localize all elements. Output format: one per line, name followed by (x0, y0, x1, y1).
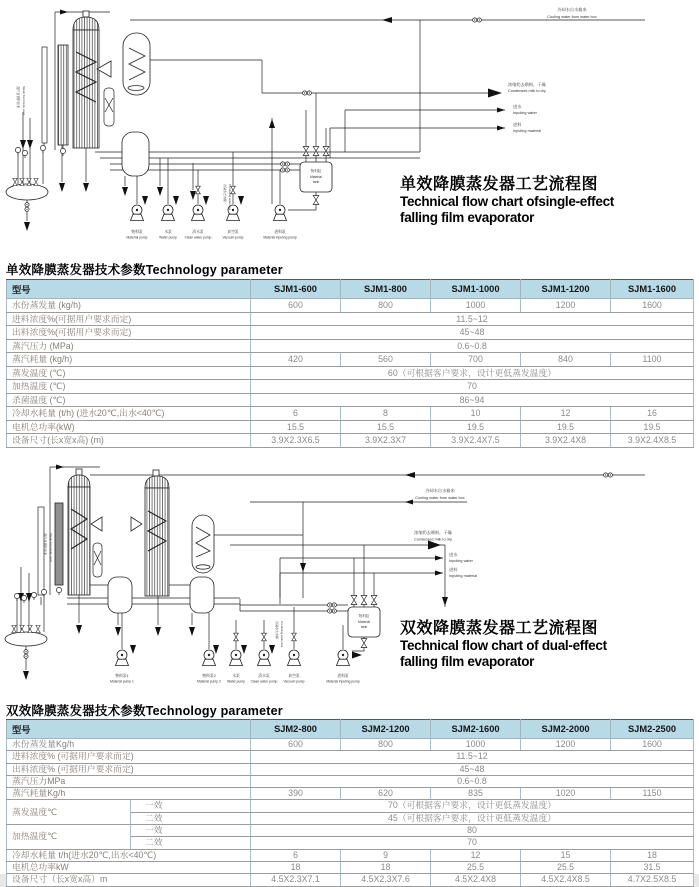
table-row (7, 825, 694, 837)
row-value: 0.6~0.8 (251, 775, 694, 787)
receiver-vessel (122, 132, 149, 176)
pump-label: 物料泵 (131, 230, 143, 234)
feed-manifold (6, 178, 48, 211)
table-row (7, 849, 694, 861)
table-row (7, 800, 694, 812)
cooling-water-label-zh: 冷却水自水箱来 (425, 488, 455, 493)
pumps (110, 650, 360, 684)
balance-tube (104, 88, 114, 126)
row-value: 1200 (521, 299, 611, 313)
pump-label: 物料泵2 (202, 674, 216, 678)
cooling-water-label-en: Cooling water from water box (547, 15, 597, 19)
inputing-water-label-en: Inputing water (513, 111, 537, 115)
condensed-milk-label-en: Condensed milk to dry (414, 537, 452, 542)
row-label: 电机总功率(kW) (7, 420, 251, 434)
diagram2-title-en2: falling film evaporator (400, 653, 535, 669)
evaporator-column (73, 11, 111, 148)
table-row (7, 861, 694, 873)
model-header: SJM1-1600 (611, 280, 694, 299)
condensate-label-en: Circulating water box (228, 184, 232, 211)
row-value: 420 (251, 353, 341, 367)
pump-label: Material pump 2 (197, 679, 221, 684)
row-value: 1000 (431, 299, 521, 313)
pump-label: 物料泵1 (115, 674, 129, 678)
feed-manifold (5, 625, 47, 658)
cooling-water-label-en: Cooling water from water box (415, 496, 465, 500)
model-header: SJM2-1200 (341, 720, 431, 739)
table-row (7, 353, 694, 367)
row-label: 蒸发温度 (℃) (7, 366, 251, 380)
row-value: 6 (251, 407, 341, 421)
row-value: 600 (251, 299, 341, 313)
row-value: 18 (611, 849, 694, 861)
row-value: 10 (431, 407, 521, 421)
diagram2-title-en1: Technical flow chart of dual-effect (400, 638, 607, 653)
table-header-row (7, 280, 694, 299)
row-value: 3.9X2.3X7 (341, 434, 431, 448)
row-value: 840 (521, 353, 611, 367)
table-row (7, 407, 694, 421)
model-header: SJM2-2000 (521, 720, 611, 739)
row-value: 800 (341, 299, 431, 313)
row-value: 1150 (611, 788, 694, 800)
row-value: 1600 (611, 739, 694, 751)
single-effect-parameter-table (6, 279, 694, 448)
row-value: 600 (251, 739, 341, 751)
row-value: 25.5 (521, 861, 611, 873)
row-value: 15 (521, 849, 611, 861)
row-label: 杀菌温度 (℃) (7, 393, 251, 407)
row-label: 加热温度 (℃) (7, 380, 251, 394)
water-pump-icon (230, 650, 243, 666)
pump-label: Vacuum pump (283, 679, 305, 684)
row-label: 电机总功率kW (7, 861, 251, 873)
table-row (7, 339, 694, 353)
table-row (7, 739, 694, 751)
row-value: 19.5 (521, 420, 611, 434)
table-row (7, 380, 694, 394)
row-value: 1600 (611, 299, 694, 313)
steam-label-zh: 蒸汽自锅炉房来 (43, 533, 47, 556)
inputing-material-label-zh: 进料 (449, 567, 458, 572)
steam-label-en: Steam from boiler room (22, 86, 26, 116)
table-row (7, 366, 694, 380)
table-row (7, 312, 694, 326)
row-value: 45（可根据客户要求，设计更低蒸发温度） (251, 812, 694, 824)
material-tank-label-en1: Material (309, 175, 323, 179)
row-label: 蒸发温度℃ (7, 800, 131, 825)
row-value: 16 (611, 407, 694, 421)
row-value: 1020 (521, 788, 611, 800)
water-pump-icon (162, 205, 175, 221)
row-label: 出料浓度% (可据用户要求而定) (7, 763, 251, 775)
model-header: SJM1-800 (341, 280, 431, 299)
row-value: 3.9X2.4X7.5 (431, 434, 521, 448)
pump-label: Water pump (227, 679, 245, 684)
model-header: SJM2-1600 (431, 720, 521, 739)
table-row (7, 299, 694, 313)
model-header: SJM2-2500 (611, 720, 694, 739)
table-row (7, 420, 694, 434)
inputing-water-label-zh: 进水 (449, 552, 458, 557)
row-value: 390 (251, 788, 341, 800)
row-value: 8 (341, 407, 431, 421)
row-value: 9 (341, 849, 431, 861)
pump-label: 进料泵 (337, 674, 349, 678)
row-value: 4.5X2.3X7.1 (251, 874, 341, 886)
row-label: 设备尺寸(长x宽x高) (m) (7, 434, 251, 448)
inputing-water-label-en: Inputing water (449, 559, 473, 563)
pump-label: Material pump (126, 235, 148, 240)
material-tank (300, 147, 332, 205)
row-value: 60（可根据客户要求，设计更低蒸发温度） (251, 366, 694, 380)
row-value: 25.5 (431, 861, 521, 873)
pumps (127, 205, 297, 240)
row-value: 3.9X2.4X8 (521, 434, 611, 448)
separator-vessel (192, 515, 214, 573)
row-value: 1200 (521, 739, 611, 751)
model-header: SJM2-800 (251, 720, 341, 739)
material-inputing-pump-icon (337, 650, 350, 666)
pump-label: Water pump (159, 235, 177, 240)
condensed-milk-label-zh: 浓缩奶去喷粉，干燥 (508, 82, 546, 87)
material-pump-2-icon (203, 650, 216, 666)
row-value: 19.5 (431, 420, 521, 434)
gauge-icons (14, 473, 612, 641)
condensate-label-zh: 冷凝水去水箱 (275, 621, 279, 640)
table1-heading: 单效降膜蒸发器技术参数Technology parameter (6, 263, 283, 277)
row-value: 620 (341, 788, 431, 800)
clean-water-pump-icon (192, 205, 205, 221)
dual-effect-parameter-table (6, 719, 694, 887)
diagram1-title-zh: 单效降膜蒸发器工艺流程图 (400, 176, 599, 193)
row-value: 3.9X2.4X8.5 (611, 434, 694, 448)
material-tank-label-zh: 物料缸 (358, 614, 370, 618)
preheater-column (58, 45, 68, 145)
pump-label: 水泵 (164, 230, 172, 234)
model-column-header: 型号 (7, 280, 251, 299)
row-label: 蒸汽压力 (MPa) (7, 339, 251, 353)
balance-tube (93, 543, 102, 577)
material-tank-label-zh: 物料缸 (310, 169, 322, 173)
row-value: 86~94 (251, 393, 694, 407)
row-value: 45~48 (251, 326, 694, 340)
row-value: 11.5~12 (251, 312, 694, 326)
pump-label: Clean water pump (250, 679, 278, 684)
pump-label: Clean water pump (184, 235, 212, 240)
row-value: 15.5 (251, 420, 341, 434)
row-value: 800 (341, 739, 431, 751)
inputing-water-label-zh: 进水 (513, 104, 522, 109)
table-row (7, 751, 694, 763)
row-value: 4.5X2.4X8 (431, 874, 521, 886)
diagram1-title-en2: falling film evaporator (400, 209, 535, 225)
receiver-vessel-1 (108, 577, 132, 613)
model-header: SJM1-600 (251, 280, 341, 299)
row-value: 4.5X2.4X8.5 (521, 874, 611, 886)
row-value: 11.5~12 (251, 751, 694, 763)
row-value: 12 (431, 849, 521, 861)
row-label: 进料浓度% (可据用户要求而定) (7, 751, 251, 763)
diagram1-title (400, 176, 690, 225)
row-value: 80 (251, 825, 694, 837)
sub-row-label: 二效 (131, 812, 251, 824)
material-tank-label-en1: Material (357, 620, 371, 624)
material-pump-icon (131, 205, 144, 221)
row-value: 31.5 (611, 861, 694, 873)
row-value: 12 (521, 407, 611, 421)
inputing-material-label-en: Inputing material (513, 129, 542, 133)
row-label: 水份蒸发量 (kg/h) (7, 299, 251, 313)
pump-label: 真空泵 (227, 230, 239, 234)
steam-label-en: Steam from boiler room (49, 533, 53, 563)
row-label: 水份蒸发量Kg/h (7, 739, 251, 751)
pump-label: 真空泵 (288, 674, 300, 678)
pump-label: Material inputing pump (326, 679, 360, 684)
row-label: 蒸汽耗量Kg/h (7, 788, 251, 800)
row-value: 4.7X2.5X8.5 (611, 874, 694, 886)
condensed-milk-label-zh: 浓缩奶去喷粉，干燥 (414, 530, 452, 535)
row-label: 蒸汽耗量 (kg/h) (7, 353, 251, 367)
clean-water-pump-icon (258, 650, 271, 666)
row-value: 1000 (431, 739, 521, 751)
row-value: 18 (251, 861, 341, 873)
row-label: 加热温度℃ (7, 825, 131, 850)
row-label: 蒸汽压力MPa (7, 775, 251, 787)
table-header-row (7, 720, 694, 739)
pump-label: 清水泵 (258, 674, 270, 678)
table-row (7, 393, 694, 407)
row-value: 45~48 (251, 763, 694, 775)
row-value: 4.5X2.3X7.6 (341, 874, 431, 886)
cooling-water-label-zh: 冷却水自水箱来 (557, 7, 587, 12)
material-tank-label-en2: tank (360, 625, 368, 629)
row-label: 冷却水耗量 t/h(进水20℃,出水<40℃) (7, 849, 251, 861)
receiver-vessel-2 (190, 577, 214, 613)
diagram1-title-en1: Technical flow chart ofsingle-effect (400, 194, 614, 209)
table-row (7, 788, 694, 800)
preheater-column (55, 503, 63, 585)
sub-row-label: 二效 (131, 837, 251, 849)
pump-label: 进料泵 (274, 230, 286, 234)
row-value: 19.5 (611, 420, 694, 434)
row-value: 6 (251, 849, 341, 861)
table-row (7, 326, 694, 340)
row-value: 1100 (611, 353, 694, 367)
separator-vessel (123, 33, 150, 95)
material-inputing-pump-icon (274, 205, 287, 221)
condensate-label-zh: 冷凝水去水箱 (223, 184, 227, 203)
model-header: SJM1-1000 (431, 280, 521, 299)
material-tank (348, 596, 380, 648)
pump-label: 清水泵 (192, 230, 204, 234)
table-row (7, 874, 694, 886)
pump-label: 水泵 (232, 674, 240, 678)
inputing-material-label-en: Inputing material (449, 574, 478, 578)
vacuum-pump-icon (288, 650, 301, 666)
row-value: 3.9X2.3X6.5 (251, 434, 341, 448)
inputing-material-label-zh: 进料 (513, 122, 522, 127)
condensed-milk-label-en: Condensed milk to dry (508, 89, 546, 93)
pump-label: Vacuum pump (222, 235, 244, 240)
material-pump-1-icon (116, 650, 129, 666)
row-label: 进料浓度%(可据用户要求而定) (7, 312, 251, 326)
row-value: 70 (251, 837, 694, 849)
row-value: 700 (431, 353, 521, 367)
model-column-header: 型号 (7, 720, 251, 739)
pipe-column (42, 47, 47, 143)
table2-heading: 双效降膜蒸发器技术参数Technology parameter (6, 704, 283, 718)
row-value: 18 (341, 861, 431, 873)
diagram2-title (400, 620, 690, 669)
pump-label: Material inputing pump (263, 235, 297, 240)
diagram2-title-zh: 双效降膜蒸发器工艺流程图 (400, 620, 599, 637)
row-value: 15.5 (341, 420, 431, 434)
row-value: 560 (341, 353, 431, 367)
row-label: 出料浓度%(可据用户要求而定) (7, 326, 251, 340)
condensate-label-en: Circulating water box (280, 621, 284, 648)
evaporator-column-second-effect (131, 470, 169, 596)
row-label: 冷却水耗量 (t/h) (进水20℃,出水<40℃) (7, 407, 251, 421)
row-value: 0.6~0.8 (251, 339, 694, 353)
model-header: SJM1-1200 (521, 280, 611, 299)
table-row (7, 775, 694, 787)
material-tank-label-en2: tank (312, 180, 320, 184)
table-row (7, 763, 694, 775)
pump-label: Material pump 1 (110, 679, 134, 684)
row-value: 835 (431, 788, 521, 800)
row-value: 70（可根据客户要求，设计更低蒸发温度） (251, 800, 694, 812)
sub-row-label: 一效 (131, 800, 251, 812)
table-row (7, 434, 694, 448)
vapor-arrow-icon (91, 517, 102, 531)
row-label: 设备尺寸（长x宽x高）m (7, 874, 251, 886)
row-value: 70 (251, 380, 694, 394)
sub-row-label: 一效 (131, 825, 251, 837)
vapor-arrow-icon (131, 517, 142, 531)
steam-label-zh: 蒸汽自锅炉房来 (16, 86, 20, 109)
